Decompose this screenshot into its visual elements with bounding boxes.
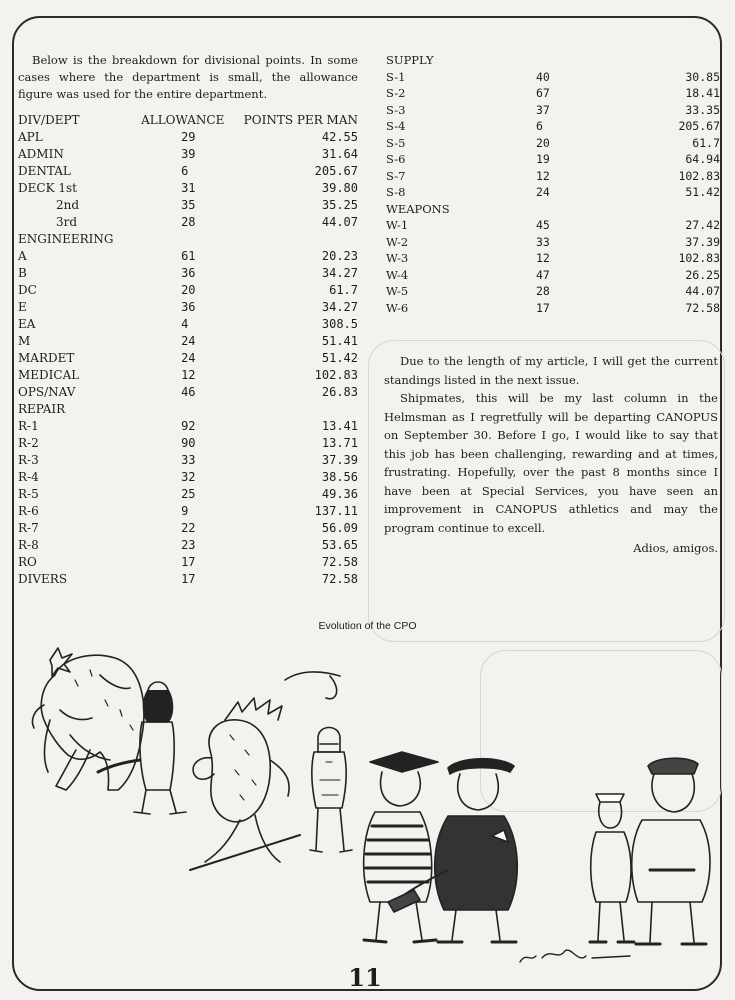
cell-div-name: DENTAL	[18, 163, 71, 178]
cell-allowance: 12	[536, 251, 550, 266]
col-header-allowance: ALLOWANCE	[141, 112, 225, 127]
cell-allowance: 23	[181, 537, 196, 552]
cell-allowance: 61	[181, 248, 196, 263]
cell-points: 51.42	[321, 350, 358, 365]
cell-div-name: MARDET	[18, 350, 75, 365]
cell-points: 30.85	[685, 69, 720, 84]
cell-allowance: 22	[181, 520, 196, 535]
table-row	[18, 213, 358, 230]
cell-div-name: ENGINEERING	[18, 231, 114, 246]
table-row	[386, 267, 720, 284]
cell-points: 102.83	[678, 251, 720, 266]
cell-points: 205.67	[314, 163, 358, 178]
table-row	[18, 230, 358, 247]
cell-allowance: 37	[536, 102, 550, 117]
officer-drawing	[632, 758, 710, 944]
cell-points: 26.83	[321, 384, 358, 399]
cell-points: 61.7	[329, 282, 358, 297]
cell-allowance: 33	[536, 234, 550, 249]
cell-div-name: W-1	[386, 218, 409, 233]
sailor-graduate-drawing	[364, 752, 438, 942]
cell-allowance: 33	[181, 452, 196, 467]
cell-allowance: 35	[181, 197, 196, 212]
table-row	[18, 349, 358, 366]
col-header-points: POINTS PER MAN	[243, 112, 358, 127]
cell-points: 53.65	[321, 537, 358, 552]
table-row	[18, 128, 358, 145]
cell-points: 64.94	[685, 152, 720, 167]
cell-div-name: DIVERS	[18, 571, 68, 586]
table-row	[18, 434, 358, 451]
cell-div-name: W-5	[386, 284, 409, 299]
cell-div-name: DC	[18, 282, 37, 297]
cell-points: 72.58	[321, 571, 358, 586]
cell-allowance: 39	[181, 146, 196, 161]
table-row	[386, 184, 720, 201]
cell-div-name: W-4	[386, 267, 409, 282]
cell-points: 72.58	[685, 300, 720, 315]
table-row	[18, 570, 358, 587]
cell-div-name: EA	[18, 316, 36, 331]
page-number: 11	[348, 963, 382, 992]
cell-div-name: ADMIN	[18, 146, 64, 161]
cell-allowance: 31	[181, 180, 196, 195]
cell-points: 49.36	[321, 486, 358, 501]
cell-points: 56.09	[321, 520, 358, 535]
cell-allowance: 17	[536, 300, 550, 315]
cell-points: 102.83	[678, 168, 720, 183]
table-row	[18, 519, 358, 536]
cell-points: 308.5	[321, 316, 358, 331]
cell-allowance: 9	[181, 503, 189, 518]
cell-div-name: B	[18, 265, 27, 280]
cell-points: 35.25	[321, 197, 358, 212]
cell-allowance: 25	[181, 486, 196, 501]
cell-points: 72.58	[321, 554, 358, 569]
table-row	[18, 315, 358, 332]
cell-div-name: MEDICAL	[18, 367, 80, 382]
points-table-right	[386, 52, 720, 316]
table-row	[386, 151, 720, 168]
cell-div-name: 3rd	[56, 214, 78, 229]
right-table-body	[386, 52, 720, 316]
cell-allowance: 19	[536, 152, 550, 167]
cell-allowance: 17	[181, 554, 196, 569]
evolution-cartoon-illustration	[30, 640, 720, 970]
cell-allowance: 67	[536, 86, 550, 101]
cell-div-name: OPS/NAV	[18, 384, 76, 399]
cell-allowance: 40	[536, 69, 550, 84]
cell-div-name: R-1	[18, 418, 39, 433]
cell-div-name: REPAIR	[18, 401, 66, 416]
cell-div-name: R-4	[18, 469, 39, 484]
cell-div-name: S-3	[386, 102, 406, 117]
cell-allowance	[141, 400, 244, 417]
cell-points: 205.67	[678, 119, 720, 134]
cell-points: 34.27	[321, 299, 358, 314]
cell-allowance: 32	[181, 469, 196, 484]
cell-div-name: S-6	[386, 152, 406, 167]
cell-points: 18.41	[685, 86, 720, 101]
table-row	[18, 536, 358, 553]
table-row	[386, 102, 720, 119]
cell-allowance	[496, 52, 616, 69]
table-row	[18, 451, 358, 468]
knight-drawing	[310, 728, 352, 853]
cell-points: 51.41	[321, 333, 358, 348]
dinosaur-drawing	[190, 672, 340, 870]
points-table-left	[18, 111, 358, 587]
signoff: Adios, amigos.	[633, 541, 718, 555]
cell-allowance	[496, 201, 616, 218]
cell-allowance: 6	[181, 163, 189, 178]
cell-allowance: 24	[181, 333, 196, 348]
table-row	[386, 69, 720, 86]
cell-div-name: S-7	[386, 168, 406, 183]
cell-div-name: R-2	[18, 435, 39, 450]
cell-points: 33.35	[685, 102, 720, 117]
cell-points: 61.7	[692, 135, 720, 150]
table-row	[18, 400, 358, 417]
left-column	[18, 52, 358, 587]
table-row	[18, 247, 358, 264]
cell-div-name: W-3	[386, 251, 409, 266]
cell-allowance: 45	[536, 218, 550, 233]
table-row	[18, 502, 358, 519]
table-row	[386, 234, 720, 251]
cell-allowance: 36	[181, 299, 196, 314]
cell-points	[244, 400, 358, 417]
table-row	[18, 145, 358, 162]
cell-allowance: 36	[181, 265, 196, 280]
cell-allowance: 24	[536, 185, 550, 200]
table-row	[386, 118, 720, 135]
cell-div-name: S-4	[386, 119, 406, 134]
table-row	[18, 298, 358, 315]
cell-allowance: 4	[181, 316, 189, 331]
cell-points: 37.39	[321, 452, 358, 467]
table-row	[386, 283, 720, 300]
table-row	[18, 417, 358, 434]
cell-div-name: RO	[18, 554, 37, 569]
article-paragraph-1: Due to the length of my article, I will get the current standings listed in the next issue.	[384, 354, 718, 387]
cell-div-name: R-3	[18, 452, 39, 467]
cell-points	[616, 52, 720, 69]
cell-div-name: R-6	[18, 503, 39, 518]
cell-points: 31.64	[321, 146, 358, 161]
cell-allowance: 92	[181, 418, 196, 433]
cell-allowance: 6	[536, 119, 543, 134]
cell-allowance: 28	[181, 214, 196, 229]
table-row	[386, 135, 720, 152]
table-row	[386, 52, 720, 69]
cell-points: 51.42	[685, 185, 720, 200]
table-row	[386, 85, 720, 102]
table-row	[18, 366, 358, 383]
table-row	[18, 281, 358, 298]
mammoth-drawing	[32, 648, 143, 790]
table-row	[18, 162, 358, 179]
cell-div-name: M	[18, 333, 31, 348]
cell-points: 38.56	[321, 469, 358, 484]
table-row	[18, 196, 358, 213]
right-column	[386, 52, 720, 316]
table-row	[386, 168, 720, 185]
artist-signature	[520, 950, 630, 962]
cell-points: 27.42	[685, 218, 720, 233]
table-row	[18, 553, 358, 570]
left-table-body	[18, 128, 358, 587]
cell-allowance: 28	[536, 284, 550, 299]
cell-points: 39.80	[321, 180, 358, 195]
cell-div-name: S-8	[386, 185, 406, 200]
cell-div-name: DECK 1st	[18, 180, 77, 195]
cell-allowance: 90	[181, 435, 196, 450]
cell-allowance: 12	[536, 168, 550, 183]
cell-points: 42.55	[321, 129, 358, 144]
cell-div-name: S-1	[386, 69, 406, 84]
table-row	[18, 332, 358, 349]
cell-points	[244, 230, 358, 247]
table-row	[18, 468, 358, 485]
article-paragraph-2: Shipmates, this will be my last column in the Helmsman as I regretfully will be departing CANOPUS on September 30. Before I go, I would like to say that this job has been challenging, rewarding and at times, frustrating. Hopefully, over the past 8 months since I have been at Special Services, you have seen an improvement in CANOPUS athletics and may the program continue to excell.	[384, 391, 718, 535]
cell-allowance: 47	[536, 267, 550, 282]
cell-div-name: R-8	[18, 537, 39, 552]
cell-div-name: WEAPONS	[386, 201, 450, 216]
cell-points: 13.41	[321, 418, 358, 433]
cell-div-name: 2nd	[56, 197, 80, 212]
cell-allowance: 20	[181, 282, 196, 297]
table-row	[18, 264, 358, 281]
table-row	[386, 201, 720, 218]
cell-div-name: R-7	[18, 520, 39, 535]
chief-drawing	[388, 759, 517, 942]
cell-div-name: SUPPLY	[386, 53, 434, 68]
cell-div-name: W-6	[386, 300, 409, 315]
cell-points: 26.25	[685, 267, 720, 282]
cell-allowance: 17	[181, 571, 196, 586]
cell-allowance: 46	[181, 384, 196, 399]
cell-div-name: S-2	[386, 86, 406, 101]
cell-points: 102.83	[314, 367, 358, 382]
cell-points	[616, 201, 720, 218]
cell-div-name: S-5	[386, 135, 406, 150]
article-text	[384, 352, 718, 558]
caveman-drawing	[98, 682, 186, 814]
table-header-row	[18, 111, 358, 128]
table-row	[18, 383, 358, 400]
cell-allowance: 12	[181, 367, 196, 382]
cell-allowance	[141, 230, 244, 247]
cell-points: 44.07	[685, 284, 720, 299]
cell-points: 37.39	[685, 234, 720, 249]
cell-div-name: W-2	[386, 234, 409, 249]
cell-allowance: 29	[181, 129, 196, 144]
cell-div-name: A	[18, 248, 27, 263]
cell-allowance: 24	[181, 350, 196, 365]
table-row	[386, 300, 720, 317]
cartoon-caption: Evolution of the CPO	[318, 620, 417, 632]
cell-points: 34.27	[321, 265, 358, 280]
small-sailor-drawing	[590, 794, 634, 942]
cell-div-name: E	[18, 299, 27, 314]
cell-div-name: R-5	[18, 486, 39, 501]
table-row	[18, 179, 358, 196]
cell-div-name: APL	[18, 129, 43, 144]
cell-allowance: 20	[536, 135, 550, 150]
cell-points: 13.71	[321, 435, 358, 450]
table-row	[386, 250, 720, 267]
cell-points: 137.11	[314, 503, 358, 518]
intro-paragraph: Below is the breakdown for divisional points. In some cases where the department is small, the allowance figure was used for the entire department.	[18, 53, 358, 101]
table-row	[18, 485, 358, 502]
cell-points: 20.23	[321, 248, 358, 263]
table-row	[386, 217, 720, 234]
col-header-div: DIV/DEPT	[18, 112, 80, 127]
cell-points: 44.07	[321, 214, 358, 229]
